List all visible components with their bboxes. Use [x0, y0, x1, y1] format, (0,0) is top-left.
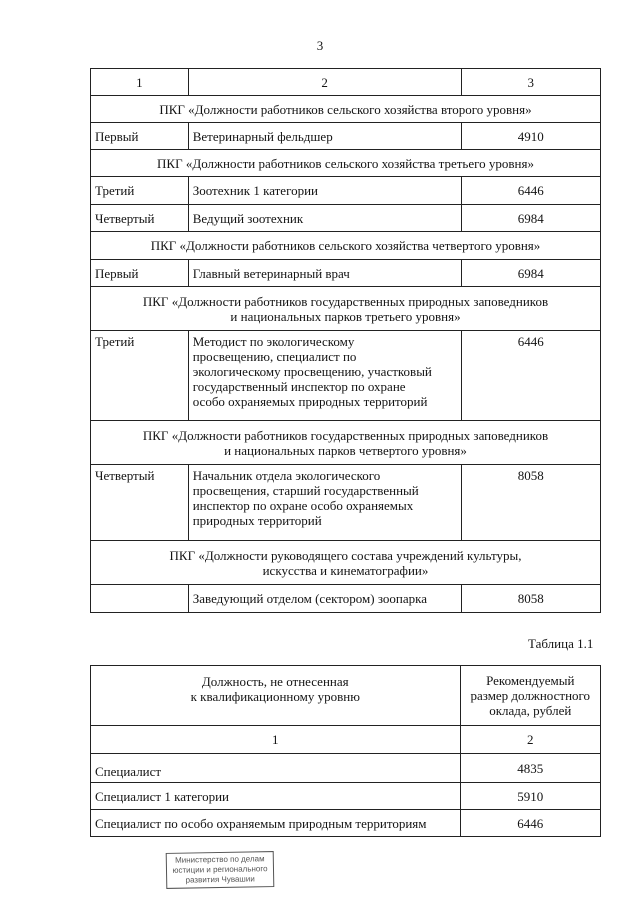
table-row	[91, 123, 601, 150]
position-line: Начальник отдела экологического	[192, 468, 381, 483]
group-header	[91, 96, 601, 123]
position-cell: Ведущий зоотехник	[188, 205, 461, 232]
table-row	[91, 205, 601, 232]
position-line: экологическому просвещению, участковый	[192, 364, 432, 379]
level-cell: Четвертый	[91, 465, 189, 541]
salary-cell: 6446	[461, 177, 600, 205]
position-cell: Ветеринарный фельдшер	[188, 123, 461, 150]
stamp-line: Министерство по делам	[175, 854, 265, 865]
salary-table-pkg	[90, 68, 601, 613]
salary-cell: 8058	[461, 585, 600, 613]
salary-cell: 6446	[460, 810, 600, 837]
level-cell: Первый	[91, 260, 189, 287]
table-row	[91, 783, 601, 810]
level-cell: Четвертый	[91, 205, 189, 232]
stamp-line: развития Чувашии	[185, 874, 255, 885]
salary-cell: 4835	[460, 754, 600, 783]
group-title-line: ПКГ «Должности работников государственных природных заповедников	[142, 427, 549, 443]
table-row	[91, 177, 601, 205]
header-line: Должность, не отнесенная	[201, 674, 349, 689]
position-cell: Специалист 1 категории	[91, 783, 461, 810]
group-title: ПКГ «Должности работников сельского хозяйства третьего уровня»	[91, 150, 601, 177]
group-title: ПКГ «Должности работников сельского хозяйства четвертого уровня»	[91, 232, 601, 260]
position-line: просвещению, специалист по	[192, 349, 357, 364]
header-cell: 1	[91, 726, 461, 754]
position-cell: Зоотехник 1 категории	[188, 177, 461, 205]
position-cell: Специалист	[91, 754, 461, 783]
position-line: государственный инспектор по охране	[192, 379, 406, 394]
number-row	[91, 726, 601, 754]
page-number: 3	[316, 38, 324, 53]
position-cell: Главный ветеринарный врач	[188, 260, 461, 287]
position-line: Методист по экологическому	[192, 334, 355, 349]
group-header	[91, 232, 601, 260]
table-row	[91, 260, 601, 287]
header-line: Рекомендуемый	[486, 673, 575, 688]
table-header-row	[91, 69, 601, 96]
salary-cell: 6446	[461, 331, 600, 421]
group-header	[91, 421, 601, 465]
table-row	[91, 331, 601, 421]
header-cell: 2	[460, 726, 600, 754]
group-title-line: и национальных парков третьего уровня»	[230, 308, 461, 324]
group-header	[91, 541, 601, 585]
position-line: особо охраняемых природных территорий	[192, 394, 428, 409]
header-line: к квалификационному уровню	[190, 689, 360, 704]
registration-stamp	[166, 851, 275, 889]
table-row	[91, 754, 601, 783]
position-line: природных территорий	[192, 513, 322, 528]
group-header	[91, 150, 601, 177]
table-row	[91, 585, 601, 613]
header-cell: 3	[461, 69, 600, 96]
position-cell	[188, 465, 461, 541]
salary-cell: 4910	[461, 123, 600, 150]
table-caption: Таблица 1.1	[528, 636, 594, 651]
level-cell: Третий	[91, 177, 189, 205]
position-cell: Специалист по особо охраняемым природным территориям	[91, 810, 461, 837]
group-header	[91, 287, 601, 331]
group-title-line: ПКГ «Должности работников государственных природных заповедников	[142, 293, 549, 309]
group-title-line: искусства и кинематографии»	[262, 562, 429, 578]
group-title-line: и национальных парков четвертого уровня»	[224, 442, 467, 458]
salary-cell: 8058	[461, 465, 600, 541]
salary-cell: 5910	[460, 783, 600, 810]
position-cell: Заведующий отделом (сектором) зоопарка	[188, 585, 461, 613]
table-row	[91, 465, 601, 541]
salary-cell: 6984	[461, 260, 600, 287]
salary-cell: 6984	[461, 205, 600, 232]
level-cell: Первый	[91, 123, 189, 150]
header-line: оклада, рублей	[489, 703, 572, 718]
position-line: просвещения, старший государственный	[192, 483, 419, 498]
level-cell	[91, 585, 189, 613]
header-line: размер должностного	[470, 688, 591, 703]
table-row	[91, 810, 601, 837]
group-title: ПКГ «Должности работников сельского хозяйства второго уровня»	[91, 96, 601, 123]
header-cell: 2	[188, 69, 461, 96]
level-cell: Третий	[91, 331, 189, 421]
position-cell	[188, 331, 461, 421]
group-title-line: ПКГ «Должности руководящего состава учреждений культуры,	[169, 547, 522, 563]
table-header-row	[91, 666, 601, 726]
header-cell: 1	[91, 69, 189, 96]
position-line: инспектор по охране особо охраняемых	[192, 498, 414, 513]
stamp-line: юстиции и регионального	[172, 864, 268, 875]
salary-table-unclassified	[90, 665, 601, 837]
